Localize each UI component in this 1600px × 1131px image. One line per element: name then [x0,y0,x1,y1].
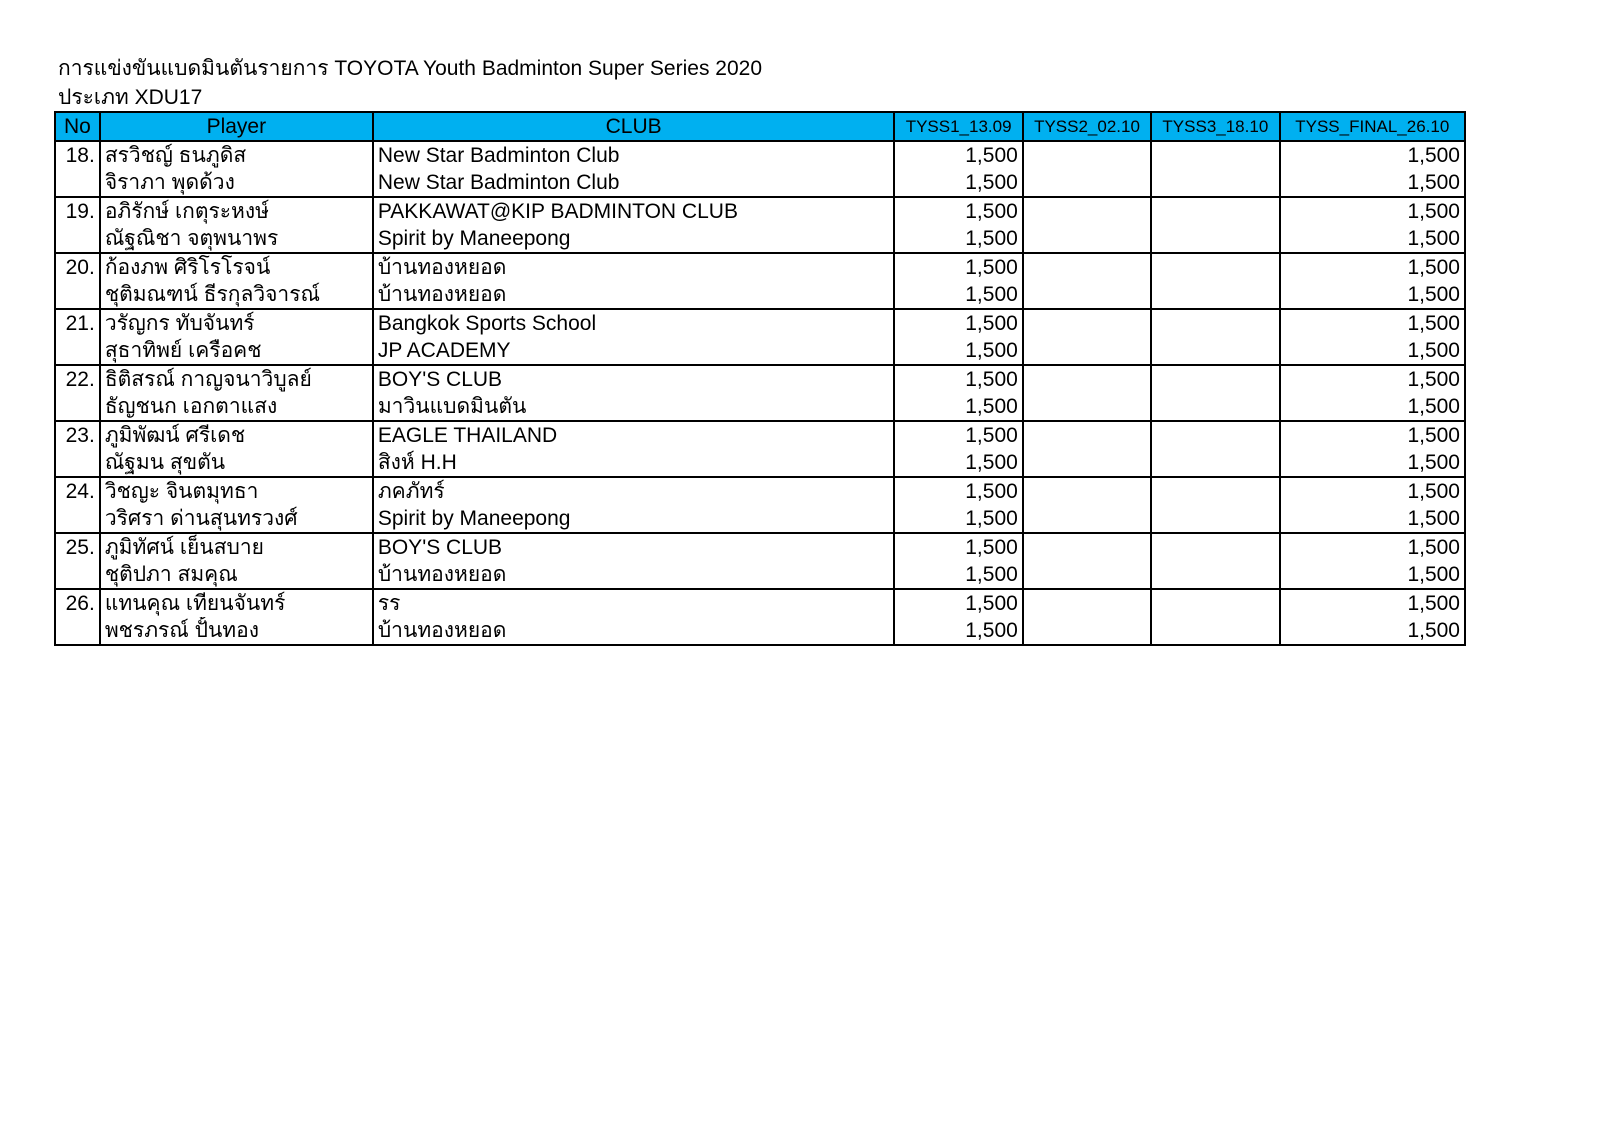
player-name: ธิติสรณ์ กาญจนาวิบูลย์ [100,365,373,393]
tyss3-points [1151,477,1279,505]
tyss3-points [1151,225,1279,253]
table-row [55,617,1465,645]
tyss2-points [1023,533,1151,561]
tyss3-points [1151,169,1279,197]
table-row [55,169,1465,197]
player-name: สุธาทิพย์ เครือคช [100,337,373,365]
table-row [55,197,1465,225]
column-header-club: CLUB [373,112,895,141]
tyss2-points [1023,477,1151,505]
table-row [55,281,1465,309]
table-row [55,449,1465,477]
player-name: ภูมิพัฒน์ ศรีเดช [100,421,373,449]
club-name: New Star Badminton Club [373,169,895,197]
club-name: Spirit by Maneepong [373,225,895,253]
player-name: ณัฐมน สุขตัน [100,449,373,477]
final-points: 1,500 [1280,309,1465,337]
tyss3-points [1151,449,1279,477]
club-name: สิงห์ H.H [373,449,895,477]
club-name: รร [373,589,895,617]
club-name: EAGLE THAILAND [373,421,895,449]
tyss2-points [1023,589,1151,617]
tyss3-points [1151,421,1279,449]
tyss1-points: 1,500 [894,449,1022,477]
final-points: 1,500 [1280,533,1465,561]
tyss2-points [1023,281,1151,309]
player-name: ธัญชนก เอกตาแสง [100,393,373,421]
player-name: ชุติปภา สมคุณ [100,561,373,589]
tyss2-points [1023,617,1151,645]
player-name: วริศรา ด่านสุนทรวงศ์ [100,505,373,533]
tyss2-points [1023,421,1151,449]
tyss2-points [1023,449,1151,477]
tyss1-points: 1,500 [894,561,1022,589]
club-name: บ้านทองหยอด [373,281,895,309]
pair-number: 26. [55,589,100,645]
tyss2-points [1023,337,1151,365]
tyss3-points [1151,337,1279,365]
final-points: 1,500 [1280,561,1465,589]
tyss3-points [1151,505,1279,533]
final-points: 1,500 [1280,337,1465,365]
pair-number: 18. [55,141,100,197]
tyss2-points [1023,393,1151,421]
tyss2-points [1023,197,1151,225]
table-row [55,505,1465,533]
tyss2-points [1023,225,1151,253]
tyss3-points [1151,561,1279,589]
table-row [55,225,1465,253]
tyss2-points [1023,253,1151,281]
club-name: Spirit by Maneepong [373,505,895,533]
tyss3-points [1151,365,1279,393]
final-points: 1,500 [1280,477,1465,505]
player-name: ชุติมณฑน์ ธีรกุลวิจารณ์ [100,281,373,309]
club-name: BOY'S CLUB [373,533,895,561]
column-header-tyss1: TYSS1_13.09 [894,112,1022,141]
column-header-tyss3: TYSS3_18.10 [1151,112,1279,141]
pair-number: 23. [55,421,100,477]
tyss1-points: 1,500 [894,533,1022,561]
table-row [55,589,1465,617]
final-points: 1,500 [1280,617,1465,645]
header-row [55,112,1465,141]
tyss1-points: 1,500 [894,197,1022,225]
pair-number: 24. [55,477,100,533]
tyss3-points [1151,197,1279,225]
final-points: 1,500 [1280,169,1465,197]
table-row [55,561,1465,589]
tyss2-points [1023,365,1151,393]
pair-number: 22. [55,365,100,421]
final-points: 1,500 [1280,365,1465,393]
tyss1-points: 1,500 [894,365,1022,393]
player-name: วิชญะ จินตมุทธา [100,477,373,505]
table-row [55,309,1465,337]
final-points: 1,500 [1280,393,1465,421]
column-header-no: No [55,112,100,141]
tyss2-points [1023,169,1151,197]
tyss2-points [1023,309,1151,337]
club-name: มาวินแบดมินตัน [373,393,895,421]
table-row [55,533,1465,561]
table-body [55,141,1465,645]
tyss1-points: 1,500 [894,393,1022,421]
player-name: ก้องภพ ศิริโรโรจน์ [100,253,373,281]
tyss3-points [1151,533,1279,561]
player-name: ณัฐณิชา จตุพนาพร [100,225,373,253]
tyss1-points: 1,500 [894,617,1022,645]
player-name: แทนคุณ เทียนจันทร์ [100,589,373,617]
tyss1-points: 1,500 [894,337,1022,365]
tyss2-points [1023,505,1151,533]
tyss3-points [1151,589,1279,617]
pair-number: 20. [55,253,100,309]
tyss2-points [1023,141,1151,169]
final-points: 1,500 [1280,225,1465,253]
tyss2-points [1023,561,1151,589]
tyss1-points: 1,500 [894,477,1022,505]
tyss1-points: 1,500 [894,169,1022,197]
club-name: บ้านทองหยอด [373,617,895,645]
club-name: บ้านทองหยอด [373,561,895,589]
table-row [55,253,1465,281]
tyss1-points: 1,500 [894,589,1022,617]
tyss3-points [1151,393,1279,421]
column-header-player: Player [100,112,373,141]
category-label: ประเภท XDU17 [58,86,203,109]
final-points: 1,500 [1280,197,1465,225]
final-points: 1,500 [1280,253,1465,281]
player-name: อภิรักษ์ เกตุระหงษ์ [100,197,373,225]
tyss3-points [1151,617,1279,645]
club-name: ภคภัทร์ [373,477,895,505]
tyss1-points: 1,500 [894,309,1022,337]
tyss3-points [1151,281,1279,309]
final-points: 1,500 [1280,505,1465,533]
tyss1-points: 1,500 [894,505,1022,533]
player-name: ภูมิทัศน์ เย็นสบาย [100,533,373,561]
table-row [55,141,1465,169]
club-name: Bangkok Sports School [373,309,895,337]
final-points: 1,500 [1280,141,1465,169]
player-name: วรัญกร ทับจันทร์ [100,309,373,337]
player-name: จิราภา พุดด้วง [100,169,373,197]
pair-number: 21. [55,309,100,365]
table-row [55,393,1465,421]
player-name: สรวิชญ์ ธนภูดิส [100,141,373,169]
tyss1-points: 1,500 [894,421,1022,449]
table-row [55,337,1465,365]
player-name: พชรภรณ์ ปั้นทอง [100,617,373,645]
table-row [55,365,1465,393]
club-name: PAKKAWAT@KIP BADMINTON CLUB [373,197,895,225]
final-points: 1,500 [1280,449,1465,477]
table-row [55,477,1465,505]
table-row [55,421,1465,449]
tyss1-points: 1,500 [894,141,1022,169]
tyss3-points [1151,253,1279,281]
final-points: 1,500 [1280,589,1465,617]
tyss1-points: 1,500 [894,253,1022,281]
pair-number: 25. [55,533,100,589]
results-table [54,111,1466,646]
club-name: บ้านทองหยอด [373,253,895,281]
club-name: JP ACADEMY [373,337,895,365]
final-points: 1,500 [1280,421,1465,449]
tyss1-points: 1,500 [894,281,1022,309]
column-header-tyss2: TYSS2_02.10 [1023,112,1151,141]
tyss3-points [1151,141,1279,169]
document-title: การแข่งขันแบดมินตันรายการ TOYOTA Youth Badminton Super Series 2020 [58,57,762,80]
column-header-final: TYSS_FINAL_26.10 [1280,112,1465,141]
club-name: New Star Badminton Club [373,141,895,169]
tyss1-points: 1,500 [894,225,1022,253]
club-name: BOY'S CLUB [373,365,895,393]
final-points: 1,500 [1280,281,1465,309]
tyss3-points [1151,309,1279,337]
pair-number: 19. [55,197,100,253]
